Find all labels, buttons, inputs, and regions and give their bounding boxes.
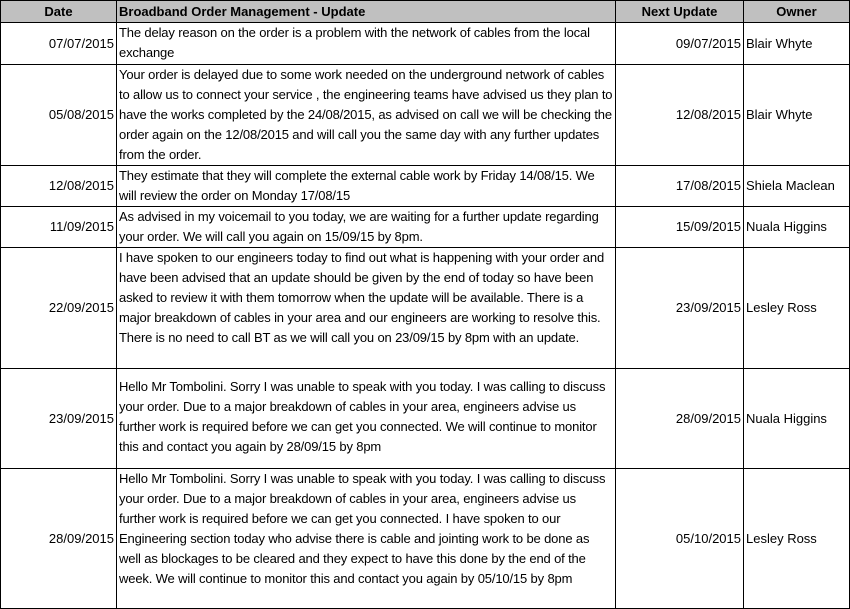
date-cell: 07/07/2015: [1, 23, 117, 65]
date-cell: 12/08/2015: [1, 166, 117, 207]
header-owner: Owner: [744, 1, 850, 23]
owner-cell: Lesley Ross: [744, 469, 850, 609]
table-row: [1, 207, 850, 248]
update-cell: Hello Mr Tombolini. Sorry I was unable to speak with you today. I was calling to discuss your order. Due to a major breakdown of cables in your area, engineers advise us further work is required before we can get you connected. I have spoken to our Engineering section today who advise there is cable and jointing work to be done as well as blockages to be cleared and they expect to have this done by the end of the week. We will continue to monitor this and contact you again by 05/10/15 by 8pm: [117, 469, 616, 609]
next-update-cell: 23/09/2015: [616, 248, 744, 369]
table-row: [1, 23, 850, 65]
update-cell: The delay reason on the order is a problem with the network of cables from the local exchange: [117, 23, 616, 65]
table-row: [1, 369, 850, 469]
next-update-cell: 28/09/2015: [616, 369, 744, 469]
next-update-cell: 09/07/2015: [616, 23, 744, 65]
table-row: [1, 166, 850, 207]
owner-cell: Nuala Higgins: [744, 369, 850, 469]
owner-cell: Nuala Higgins: [744, 207, 850, 248]
owner-cell: Lesley Ross: [744, 248, 850, 369]
table-row: [1, 469, 850, 609]
owner-cell: Blair Whyte: [744, 65, 850, 166]
update-cell: Hello Mr Tombolini. Sorry I was unable to speak with you today. I was calling to discuss your order. Due to a major breakdown of cables in your area, engineers advise us further work is required before we can get you connected. We will continue to monitor this and contact you again by 28/09/15 by 8pm: [117, 369, 616, 469]
next-update-cell: 12/08/2015: [616, 65, 744, 166]
date-cell: 05/08/2015: [1, 65, 117, 166]
date-cell: 22/09/2015: [1, 248, 117, 369]
owner-cell: Blair Whyte: [744, 23, 850, 65]
table-row: [1, 248, 850, 369]
header-row: [1, 1, 850, 23]
date-cell: 11/09/2015: [1, 207, 117, 248]
header-next-update: Next Update: [616, 1, 744, 23]
date-cell: 23/09/2015: [1, 369, 117, 469]
next-update-cell: 15/09/2015: [616, 207, 744, 248]
update-cell: Your order is delayed due to some work needed on the underground network of cables to allow us to connect your service , the engineering teams have advised us they plan to have the works completed by the 24/08/2015, as advised on call we will be checking the order again on the 12/08/2015 and will call you the same day with any further updates from the order.: [117, 65, 616, 166]
update-cell: They estimate that they will complete the external cable work by Friday 14/08/15. We will review the order on Monday 17/08/15: [117, 166, 616, 207]
update-cell: As advised in my voicemail to you today, we are waiting for a further update regarding your order. We will call you again on 15/09/15 by 8pm.: [117, 207, 616, 248]
header-date: Date: [1, 1, 117, 23]
owner-cell: Shiela Maclean: [744, 166, 850, 207]
update-cell: I have spoken to our engineers today to find out what is happening with your order and have been advised that an update should be given by the end of today so have been asked to review it with them tomorrow when the update will be available. There is a major breakdown of cables in your area and our engineers are working to resolve this. There is no need to call BT as we will call you on 23/09/15 by 8pm with an update.: [117, 248, 616, 369]
next-update-cell: 05/10/2015: [616, 469, 744, 609]
table-row: [1, 65, 850, 166]
header-update: Broadband Order Management - Update: [117, 1, 616, 23]
next-update-cell: 17/08/2015: [616, 166, 744, 207]
date-cell: 28/09/2015: [1, 469, 117, 609]
